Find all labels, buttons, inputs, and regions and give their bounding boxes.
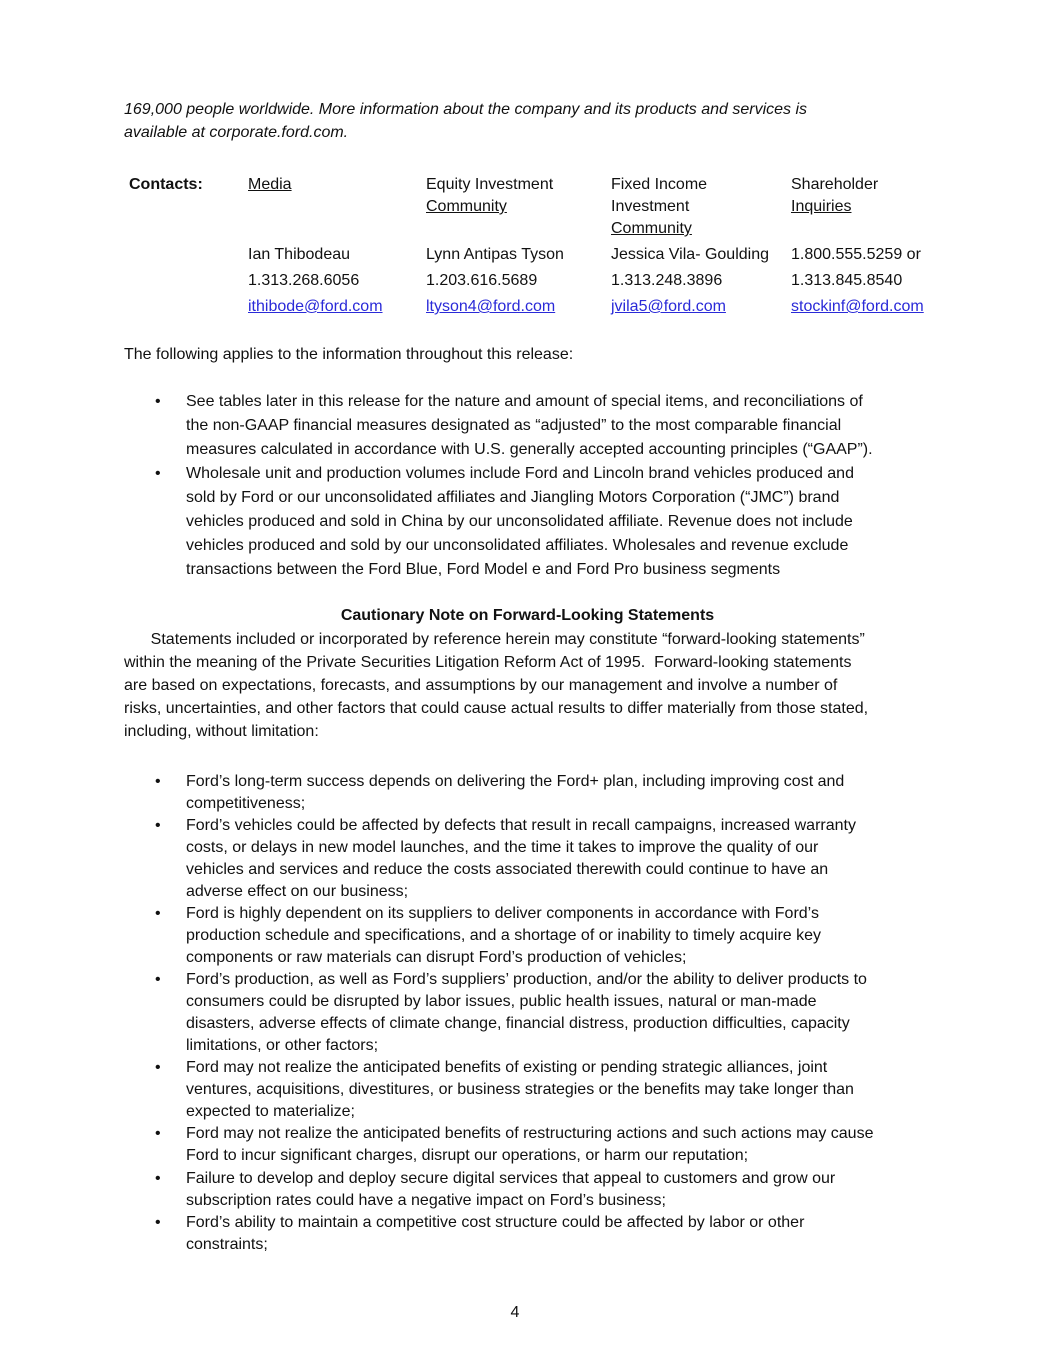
list-item-line: Ford’s long-term success depends on delivering the Ford+ plan, including improving cost and (186, 773, 845, 790)
contact-heading: Community (426, 198, 507, 215)
list-item-line: Ford may not realize the anticipated benefits of existing or pending strategic alliances, joint (186, 1059, 828, 1076)
contact-email-link[interactable]: ithibode@ford.com (248, 298, 383, 315)
list-item-line: Wholesale unit and production volumes include Ford and Lincoln brand vehicles produced and (186, 465, 854, 482)
list-item-line: Ford may not realize the anticipated benefits of restructuring actions and such actions may cause (186, 1125, 874, 1142)
contact-heading: Fixed Income (611, 176, 708, 193)
list-item-line: the non-GAAP financial measures designated as “adjusted” to the most comparable financial (186, 417, 842, 434)
list-item-line: Ford’s ability to maintain a competitive cost structure could be affected by labor or other (186, 1214, 805, 1231)
list-item-line: vehicles and services and reduce the costs associated therewith could continue to have an (186, 861, 829, 878)
intro-line: 169,000 people worldwide. More information about the company and its products and services is (124, 101, 808, 118)
contact-name: Jessica Vila- Goulding (611, 246, 770, 263)
page-number: 4 (510, 1304, 520, 1321)
contact-email-link[interactable]: ltyson4@ford.com (426, 298, 556, 315)
bullet-icon: • (155, 1214, 161, 1231)
cautionary-paragraph-line: Statements included or incorporated by reference herein may constitute “forward-looking statements” (124, 631, 865, 648)
list-item-line: Ford to incur significant charges, disrupt our operations, or harm our reputation; (186, 1147, 749, 1164)
list-item-line: Failure to develop and deploy secure digital services that appeal to customers and grow our (186, 1170, 836, 1187)
contact-heading: Media (248, 176, 292, 193)
list-item-line: limitations, or other factors; (186, 1037, 379, 1054)
contact-heading: Investment (611, 198, 690, 215)
contact-phone: 1.313.845.8540 (791, 272, 903, 289)
contact-name: Lynn Antipas Tyson (426, 246, 564, 263)
list-item-line: Ford’s production, as well as Ford’s suppliers’ production, and/or the ability to deliver products to (186, 971, 867, 988)
contact-heading: Inquiries (791, 198, 852, 215)
list-item-line: expected to materialize; (186, 1103, 355, 1120)
bullet-icon: • (155, 1059, 161, 1076)
list-item-line: costs, or delays in new model launches, and the time it takes to improve the quality of our (186, 839, 819, 856)
cautionary-paragraph-line: risks, uncertainties, and other factors that could cause actual results to differ materially from those stated, (124, 700, 869, 717)
bullet-icon: • (155, 465, 161, 482)
cautionary-paragraph-line: within the meaning of the Private Securities Litigation Reform Act of 1995. Forward-looking statements (124, 654, 852, 671)
list-item-line: disasters, adverse effects of climate change, financial distress, production difficulties, capacity (186, 1015, 850, 1032)
bullet-icon: • (155, 1170, 161, 1187)
contact-heading: Equity Investment (426, 176, 554, 193)
contact-heading: Community (611, 220, 692, 237)
cautionary-heading: Cautionary Note on Forward-Looking Statements (340, 607, 715, 624)
list-item-line: vehicles produced and sold in China by our unconsolidated affiliate. Revenue does not include (186, 513, 853, 530)
list-item-line: measures calculated in accordance with U.S. generally accepted accounting principles (“GAAP”). (186, 441, 873, 458)
list-item-line: transactions between the Ford Blue, Ford Model e and Ford Pro business segments (186, 561, 781, 578)
contact-phone: 1.313.248.3896 (611, 272, 723, 289)
contact-email-link[interactable]: stockinf@ford.com (791, 298, 924, 315)
bullet-icon: • (155, 905, 161, 922)
list-item-line: Ford is highly dependent on its suppliers to deliver components in accordance with Ford’s (186, 905, 819, 922)
contact-phone: 1.313.268.6056 (248, 272, 360, 289)
applies-text: The following applies to the information throughout this release: (124, 346, 574, 363)
list-item-line: consumers could be disrupted by labor issues, public health issues, natural or man-made (186, 993, 817, 1010)
list-item-line: constraints; (186, 1236, 268, 1253)
list-item-line: ventures, acquisitions, divestitures, or business strategies or the benefits may take longer than (186, 1081, 854, 1098)
contact-phone: 1.203.616.5689 (426, 272, 538, 289)
bullet-icon: • (155, 773, 161, 790)
contact-name: Ian Thibodeau (248, 246, 351, 263)
list-item-line: components or raw materials can disrupt Ford’s production of vehicles; (186, 949, 687, 966)
list-item-line: production schedule and specifications, and a shortage of or inability to timely acquire key (186, 927, 822, 944)
bullet-icon: • (155, 393, 161, 410)
contacts-label: Contacts: (129, 176, 203, 193)
cautionary-paragraph-line: including, without limitation: (124, 723, 319, 740)
intro-line: available at corporate.ford.com. (124, 124, 349, 141)
list-item-line: adverse effect on our business; (186, 883, 409, 900)
list-item-line: sold by Ford or our unconsolidated affiliates and Jiangling Motors Corporation (“JMC”) brand (186, 489, 840, 506)
bullet-icon: • (155, 1125, 161, 1142)
contact-heading: Shareholder (791, 176, 879, 193)
list-item-line: See tables later in this release for the nature and amount of special items, and reconciliations of (186, 393, 863, 410)
list-item-line: Ford’s vehicles could be affected by defects that result in recall campaigns, increased warranty (186, 817, 856, 834)
list-item-line: vehicles produced and sold by our unconsolidated affiliates. Wholesales and revenue exclude (186, 537, 849, 554)
contact-name: 1.800.555.5259 or (791, 246, 921, 263)
bullet-icon: • (155, 817, 161, 834)
contact-email-link[interactable]: jvila5@ford.com (611, 298, 726, 315)
list-item-line: competitiveness; (186, 795, 306, 812)
bullet-icon: • (155, 971, 161, 988)
list-item-line: subscription rates could have a negative impact on Ford’s business; (186, 1192, 666, 1209)
cautionary-paragraph-line: are based on expectations, forecasts, and assumptions by our management and involve a number of (124, 677, 838, 694)
